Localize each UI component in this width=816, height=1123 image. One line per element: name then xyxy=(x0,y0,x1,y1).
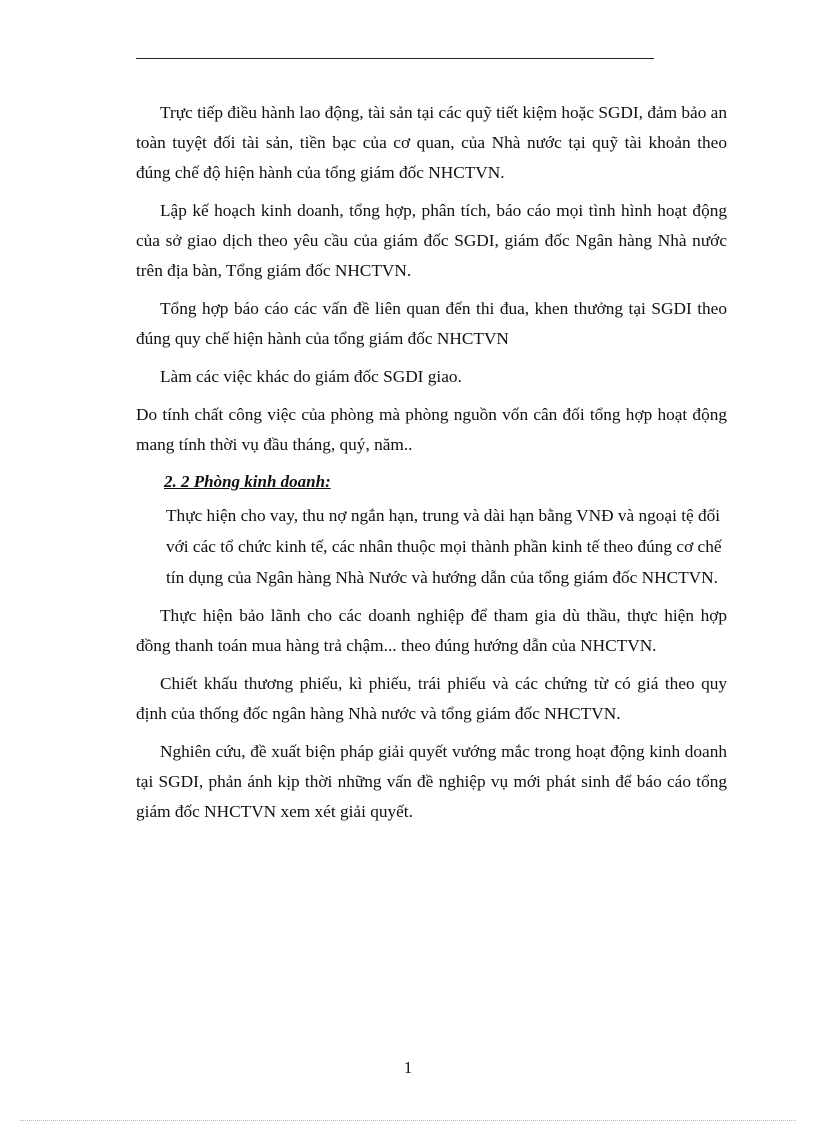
paragraph-1: Trực tiếp điều hành lao động, tài sản tại các quỹ tiết kiệm hoặc SGDI, đảm bảo an toàn tuyệt đối tài sản, tiền bạc của cơ quan, của Nhà nước tại quỹ tài khoản theo đúng chế độ hiện hành của tổng giám đốc NHCTVN. xyxy=(136,103,727,182)
section-paragraph-1: Thực hiện bảo lãnh cho các doanh nghiệp để tham gia dù thầu, thực hiện hợp đồng thanh toán mua hàng trả chậm... theo đúng hướng dẫn của NHCTVN. xyxy=(136,606,727,655)
header-rule xyxy=(136,58,654,59)
paragraph-2: Lập kế hoạch kinh doanh, tổng hợp, phân tích, báo cáo mọi tình hình hoạt động của sở giao dịch theo yêu cầu của giám đốc SGDI, giám đốc Ngân hàng Nhà nước trên địa bàn, Tổng giám đốc NHCTVN. xyxy=(136,201,727,280)
section-paragraph-2: Chiết khấu thương phiếu, kì phiếu, trái phiếu và các chứng từ có giá theo quy định của thống đốc ngân hàng Nhà nước và tổng giám đốc NHCTVN. xyxy=(136,674,727,723)
paragraph-4: Làm các việc khác do giám đốc SGDI giao. xyxy=(160,367,462,386)
page-number: 1 xyxy=(403,1058,413,1077)
footer-dotted-rule xyxy=(20,1120,796,1121)
paragraph-5: Do tính chất công việc của phòng mà phòng nguồn vốn cân đối tổng hợp hoạt động mang tính thời vụ đầu tháng, quý, năm.. xyxy=(136,405,727,454)
section-intro: Thực hiện cho vay, thu nợ ngắn hạn, trung và dài hạn bằng VNĐ và ngoại tệ đối với các tổ chức kinh tế, các nhân thuộc mọi thành phần kinh tế theo đúng cơ chế tín dụng của Ngân hàng Nhà Nước và hướng dẫn của tổng giám đốc NHCTVN. xyxy=(166,506,722,587)
paragraph-3: Tổng hợp báo cáo các vấn đề liên quan đến thi đua, khen thưởng tại SGDI theo đúng quy chế hiện hành của tổng giám đốc NHCTVN xyxy=(136,299,727,348)
section-heading: 2. 2 Phòng kinh doanh: xyxy=(164,472,331,491)
section-paragraph-3: Nghiên cứu, đề xuất biện pháp giải quyết vướng mắc trong hoạt động kinh doanh tại SGDI, phản ánh kịp thời những vấn đề nghiệp vụ mới phát sinh để báo cáo tổng giám đốc NHCTVN xem xét giải quyết. xyxy=(136,742,727,821)
page-body xyxy=(136,98,727,835)
